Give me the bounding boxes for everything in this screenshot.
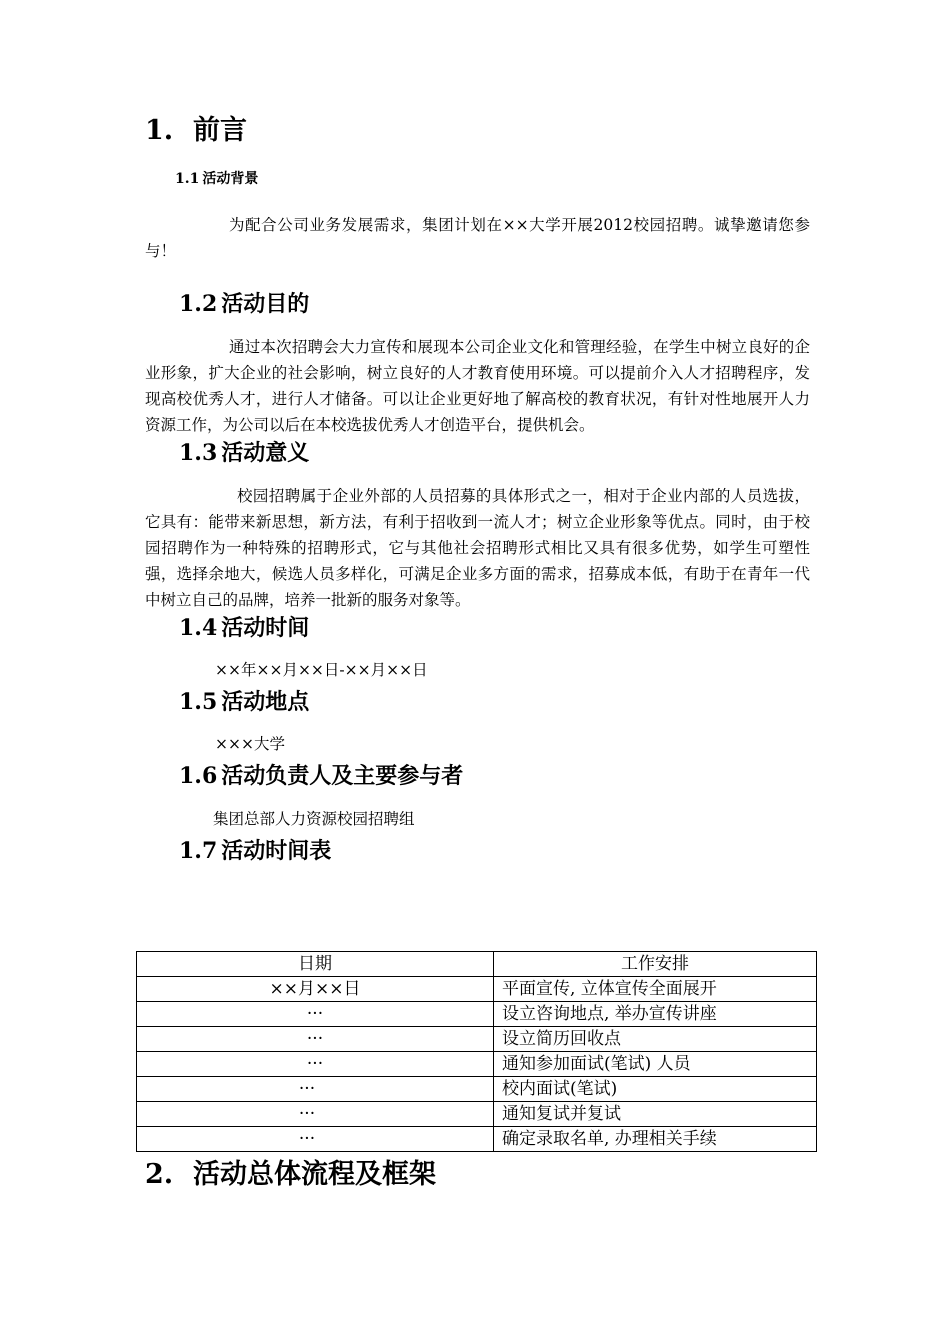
section-1-6-number: 1.6	[179, 763, 218, 789]
section-2-number: 2.	[145, 1159, 174, 1190]
section-1-7-number: 1.7	[179, 838, 218, 864]
section-1-4-body: ××年××月××日-××月××日	[215, 661, 428, 679]
schedule-table	[136, 951, 817, 1152]
row-task: 通知参加面试(笔试) 人员	[494, 1052, 817, 1077]
section-1-2-body: 通过本次招聘会大力宣传和展现本公司企业文化和管理经验，在学生中树立良好的企业形象，扩大企业的社会影响，树立良好的人才教育使用环境。可以提前介入人才招聘程序，发现高校优秀人才，进行人才储备。可以让企业更好地了解高校的教育状况，有针对性地展开人力资源工作，为公司以后在本校选拔优秀人才创造平台，提供机会。	[145, 338, 810, 434]
section-1-7-heading	[179, 837, 331, 865]
section-1-3-number: 1.3	[179, 440, 218, 466]
section-1-5-body: ×××大学	[215, 735, 285, 753]
row-date: ···	[137, 1002, 494, 1027]
section-1-5-heading	[179, 688, 309, 716]
section-1-2-heading	[179, 290, 309, 318]
section-1-number: 1.	[145, 115, 174, 146]
section-1-1-body: 为配合公司业务发展需求，集团计划在××大学开展2012校园招聘。诚挚邀请您参与！	[145, 216, 810, 260]
section-1-3-heading	[179, 439, 309, 467]
header-date: 日期	[137, 952, 494, 977]
row-task: 校内面试(笔试)	[494, 1077, 817, 1102]
section-1-4-heading	[179, 614, 309, 642]
row-task: 设立简历回收点	[494, 1027, 817, 1052]
table-row	[137, 977, 817, 1002]
section-1-4-number: 1.4	[179, 615, 218, 641]
section-1-6-title: 活动负责人及主要参与者	[221, 763, 464, 789]
section-1-1-title: 活动背景	[202, 171, 259, 187]
table-row	[137, 1027, 817, 1052]
section-1-3-body: 校园招聘属于企业外部的人员招募的具体形式之一，相对于企业内部的人员选拔，它具有：能带来新思想，新方法，有利于招收到一流人才；树立企业形象等优点。同时，由于校园招聘作为一种特殊的招聘形式，它与其他社会招聘形式相比又具有很多优势，如学生可塑性强，选择余地大，候选人员多样化，可满足企业多方面的需求，招募成本低，有助于在青年一代中树立自己的品牌，培养一批新的服务对象等。	[145, 487, 810, 609]
section-2-heading	[145, 1158, 436, 1192]
section-1-4-title: 活动时间	[221, 615, 310, 641]
row-task: 平面宣传, 立体宣传全面展开	[494, 977, 817, 1002]
table-row	[137, 1052, 817, 1077]
row-task: 确定录取名单, 办理相关手续	[494, 1127, 817, 1152]
table-row	[137, 1002, 817, 1027]
section-1-heading	[145, 114, 247, 148]
table-row	[137, 1102, 817, 1127]
row-date: ···	[137, 1077, 494, 1102]
row-date: ···	[137, 1052, 494, 1077]
section-1-5-title: 活动地点	[221, 689, 310, 715]
section-1-6-body: 集团总部人力资源校园招聘组	[213, 810, 415, 828]
section-2-title: 活动总体流程及框架	[193, 1159, 436, 1190]
section-1-3-title: 活动意义	[221, 440, 310, 466]
section-1-2-title: 活动目的	[221, 291, 310, 317]
table-row	[137, 1077, 817, 1102]
row-date: ···	[137, 1102, 494, 1127]
section-1-title: 前言	[193, 115, 247, 146]
table-row	[137, 1127, 817, 1152]
section-1-1-heading	[175, 169, 258, 189]
row-date: ××月××日	[137, 977, 494, 1002]
row-task: 通知复试并复试	[494, 1102, 817, 1127]
section-1-1-number: 1.1	[175, 171, 200, 187]
row-date: ···	[137, 1027, 494, 1052]
header-task: 工作安排	[494, 952, 817, 977]
schedule-header-row	[137, 952, 817, 977]
section-1-7-title: 活动时间表	[221, 838, 332, 864]
row-date: ···	[137, 1127, 494, 1152]
section-1-6-heading	[179, 762, 463, 790]
section-1-2-number: 1.2	[179, 291, 218, 317]
row-task: 设立咨询地点, 举办宣传讲座	[494, 1002, 817, 1027]
section-1-5-number: 1.5	[179, 689, 218, 715]
